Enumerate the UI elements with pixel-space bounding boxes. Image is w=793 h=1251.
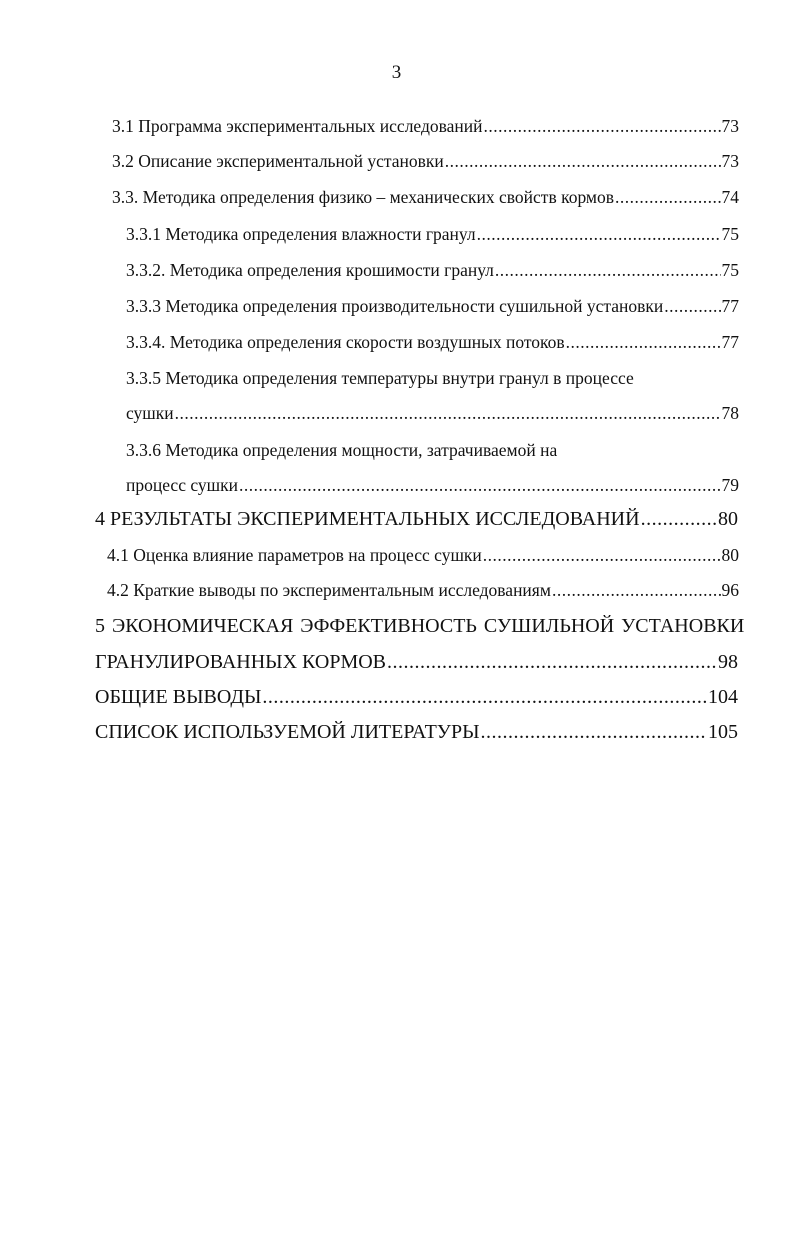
dot-leader [262,685,707,709]
toc-entry-page: 77 [721,296,739,316]
dot-leader [566,330,721,354]
toc-entry-title: 3.2 Описание экспериментальной установки [112,151,444,171]
dot-leader [664,294,720,318]
toc-entry-title: 4.1 Оценка влияние параметров на процесс сушки [107,545,482,565]
toc-entry-title: 3.1 Программа экспериментальных исследований [112,116,483,136]
dot-leader [495,258,721,282]
toc-entry-title: ОБЩИЕ ВЫВОДЫ [95,686,262,708]
toc-entry-3-3-2[interactable] [126,258,739,282]
toc-entry-conclusions[interactable] [95,685,738,709]
toc-entry-page: 79 [721,475,739,495]
toc-entry-3-3-4[interactable] [126,330,739,354]
toc-entry-title-cont: процесс сушки [126,475,238,495]
dot-leader [615,185,720,209]
toc-entry-title-cont: сушки [126,403,174,423]
toc-entry-3-3-6-line2[interactable] [126,473,739,497]
toc-entry-title: 3.3.3 Методика определения производительности сушильной установки [126,296,664,316]
dot-leader [484,114,721,138]
toc-entry-title: 4.2 Краткие выводы по экспериментальным исследованиям [107,580,551,600]
toc-entry-3-2[interactable] [112,149,739,173]
toc-entry-title: 3.3.1 Методика определения влажности гранул [126,224,476,244]
toc-entry-title: 5 ЭКОНОМИЧЕСКАЯ ЭФФЕКТИВНОСТЬ СУШИЛЬНОЙ УСТАНОВКИ [95,615,745,637]
toc-entry-4[interactable] [95,507,738,531]
toc-entry-3-3-3[interactable] [126,294,739,318]
toc-entry-3-3-6-line1[interactable] [126,438,739,462]
dot-leader [175,401,721,425]
dot-leader [387,650,717,674]
toc-entry-title: 3.3.4. Методика определения скорости воздушных потоков [126,332,565,352]
page-number: 3 [391,62,402,83]
dot-leader [445,149,721,173]
toc-entry-page: 78 [721,403,739,423]
toc-entry-4-2[interactable] [107,578,739,602]
dot-leader [641,507,717,531]
toc-entry-5-line2[interactable] [95,650,738,674]
dot-leader [483,543,721,567]
toc-entry-title-cont: ГРАНУЛИРОВАННЫХ КОРМОВ [95,651,387,673]
toc-entry-4-1[interactable] [107,543,739,567]
toc-entry-page: 77 [721,332,739,352]
toc-entry-title: 4 РЕЗУЛЬТАТЫ ЭКСПЕРИМЕНТАЛЬНЫХ ИССЛЕДОВАНИЙ [95,508,640,530]
dot-leader [239,473,721,497]
toc-entry-3-3-5-line2[interactable] [126,401,739,425]
toc-entry-page: 104 [708,686,738,708]
toc-entry-page: 80 [721,545,739,565]
toc-entry-page: 98 [718,651,738,673]
toc-entry-title: СПИСОК ИСПОЛЬЗУЕМОЙ ЛИТЕРАТУРЫ [95,721,480,743]
toc-entry-title: 3.3.2. Методика определения крошимости гранул [126,260,494,280]
toc-entry-page: 96 [721,580,739,600]
toc-entry-page: 80 [718,508,738,530]
dot-leader [477,222,721,246]
toc-entry-page: 74 [721,187,739,207]
toc-entry-title: 3.3.6 Методика определения мощности, затрачиваемой на [126,440,558,460]
toc-entry-references[interactable] [95,720,738,744]
toc-entry-3-3[interactable] [112,185,739,209]
dot-leader [552,578,721,602]
toc-entry-3-3-5-line1[interactable] [126,366,739,390]
toc-entry-title: 3.3.5 Методика определения температуры внутри гранул в процессе [126,368,634,388]
toc-entry-3-1[interactable] [112,114,739,138]
toc-entry-page: 73 [721,151,739,171]
toc-entry-page: 105 [708,721,738,743]
toc-entry-5-line1[interactable] [95,614,745,638]
toc-entry-page: 73 [721,116,739,136]
dot-leader [481,720,707,744]
toc-entry-title: 3.3. Методика определения физико – механических свойств кормов [112,187,615,207]
toc-entry-3-3-1[interactable] [126,222,739,246]
toc-entry-page: 75 [721,260,739,280]
toc-entry-page: 75 [721,224,739,244]
